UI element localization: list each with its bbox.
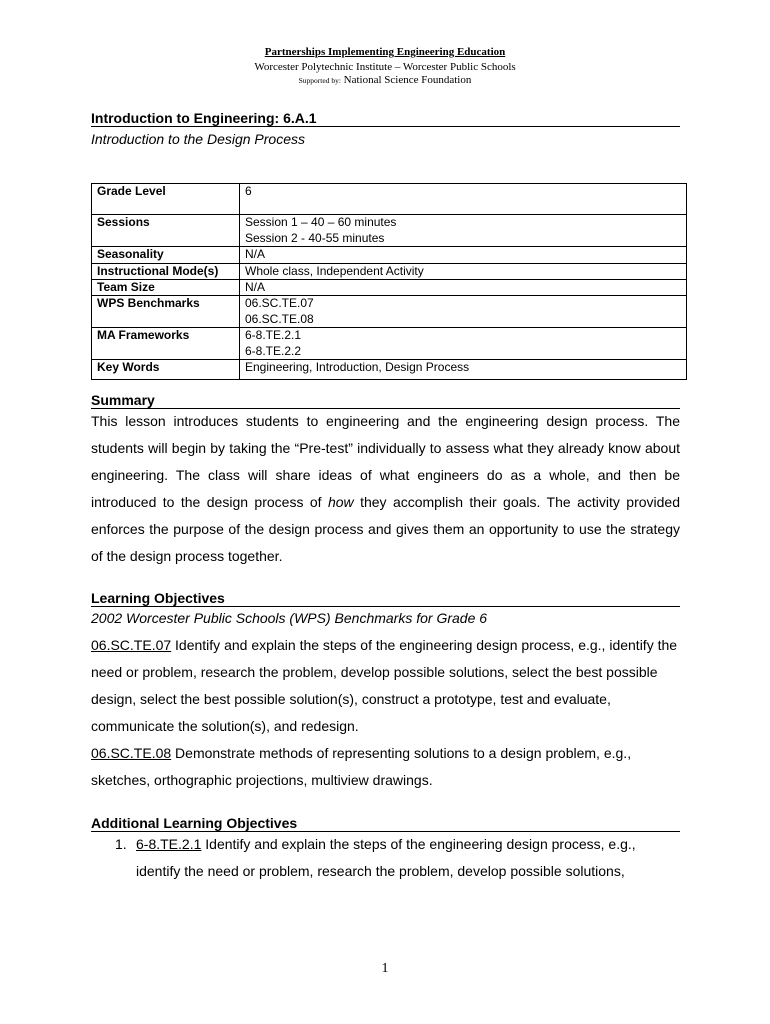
info-key: WPS Benchmarks (92, 296, 240, 328)
info-value: Whole class, Independent Activity (240, 263, 687, 279)
info-value (240, 328, 687, 360)
header-program-name: Partnerships Implementing Engineering Education (264, 46, 506, 58)
objective-code: 06.SC.TE.07 (91, 637, 172, 653)
info-row-seasonality (92, 247, 687, 263)
list-number: 1. (115, 836, 127, 852)
objective-text: Demonstrate methods of representing solutions to a design problem, e.g., sketches, orthographic projections, multiview drawings. (91, 745, 632, 788)
info-key: Team Size (92, 280, 240, 296)
info-value-line: 6-8.TE.2.1 (245, 328, 302, 343)
summary-paragraph (91, 408, 680, 570)
info-row-key-words (92, 360, 687, 380)
learning-objectives-heading: Learning Objectives (91, 590, 680, 607)
info-value: N/A (240, 280, 687, 296)
supported-by-org: National Science Foundation (343, 74, 472, 86)
info-row-instructional-mode (92, 263, 687, 279)
header-supported-by (0, 74, 770, 86)
header-institutions: Worcester Polytechnic Institute – Worcester Public Schools (254, 61, 516, 73)
info-value (240, 215, 687, 247)
info-row-grade-level (92, 184, 687, 215)
learning-objectives-subheading: 2002 Worcester Public Schools (WPS) Benchmarks for Grade 6 (91, 610, 488, 626)
objective-code: 06.SC.TE.08 (91, 745, 172, 761)
lesson-title: Introduction to Engineering: 6.A.1 (91, 110, 680, 127)
info-key: Key Words (92, 360, 240, 380)
info-key: Sessions (92, 215, 240, 247)
summary-emphasis: how (327, 494, 354, 510)
lesson-subtitle: Introduction to the Design Process (91, 131, 306, 147)
info-key: MA Frameworks (92, 328, 240, 360)
info-value: N/A (240, 247, 687, 263)
info-value: 6 (240, 184, 687, 215)
additional-objectives-heading: Additional Learning Objectives (91, 815, 680, 832)
info-value-line: 06.SC.TE.07 (245, 296, 314, 311)
page-number: 1 (381, 961, 389, 976)
info-value-line: 6-8.TE.2.2 (245, 343, 302, 358)
info-key: Seasonality (92, 247, 240, 263)
info-key: Grade Level (92, 184, 240, 215)
objective-text: Identify and explain the steps of the engineering design process, e.g., identify the need or problem, research the problem, develop possible solutions, select the best possible design, select the best possible solution(s), construct a prototype, test and evaluate, communicate the solution(s), and redesign. (91, 637, 678, 734)
info-value-line: Session 2 - 40-55 minutes (245, 230, 385, 245)
info-row-team-size (92, 280, 687, 296)
objective-item (91, 740, 680, 794)
additional-objective-body (136, 831, 680, 885)
objective-text: Identify and explain the steps of the engineering design process, e.g., identify the need or problem, research the problem, develop possible solutions, (136, 836, 636, 879)
info-row-wps-benchmarks (92, 296, 687, 328)
info-value-line: 06.SC.TE.08 (245, 311, 314, 326)
lesson-info-table (91, 183, 687, 380)
summary-heading: Summary (91, 392, 680, 409)
info-value-line: Session 1 – 40 – 60 minutes (245, 215, 397, 230)
objective-code: 6-8.TE.2.1 (136, 836, 202, 852)
info-key: Instructional Mode(s) (92, 263, 240, 279)
info-row-sessions (92, 215, 687, 247)
objective-item (91, 632, 680, 740)
summary-text-end: they accomplish their goals. The activity provided enforces the purpose of the design process and gives them an opportunity to use the strategy of the design process together. (91, 494, 681, 564)
supported-by-prefix: Supported by: (298, 76, 341, 85)
info-value: Engineering, Introduction, Design Process (240, 360, 687, 380)
info-row-ma-frameworks (92, 328, 687, 360)
summary-text-start: This lesson introduces students to engineering and the engineering design process. The students will begin by taking the “Pre-test” individually to assess what they already know about engineering. The class will share ideas of what engineers do as a whole, and then be introduced to the design process of (91, 413, 680, 510)
additional-objective-item (115, 831, 680, 885)
info-value (240, 296, 687, 328)
